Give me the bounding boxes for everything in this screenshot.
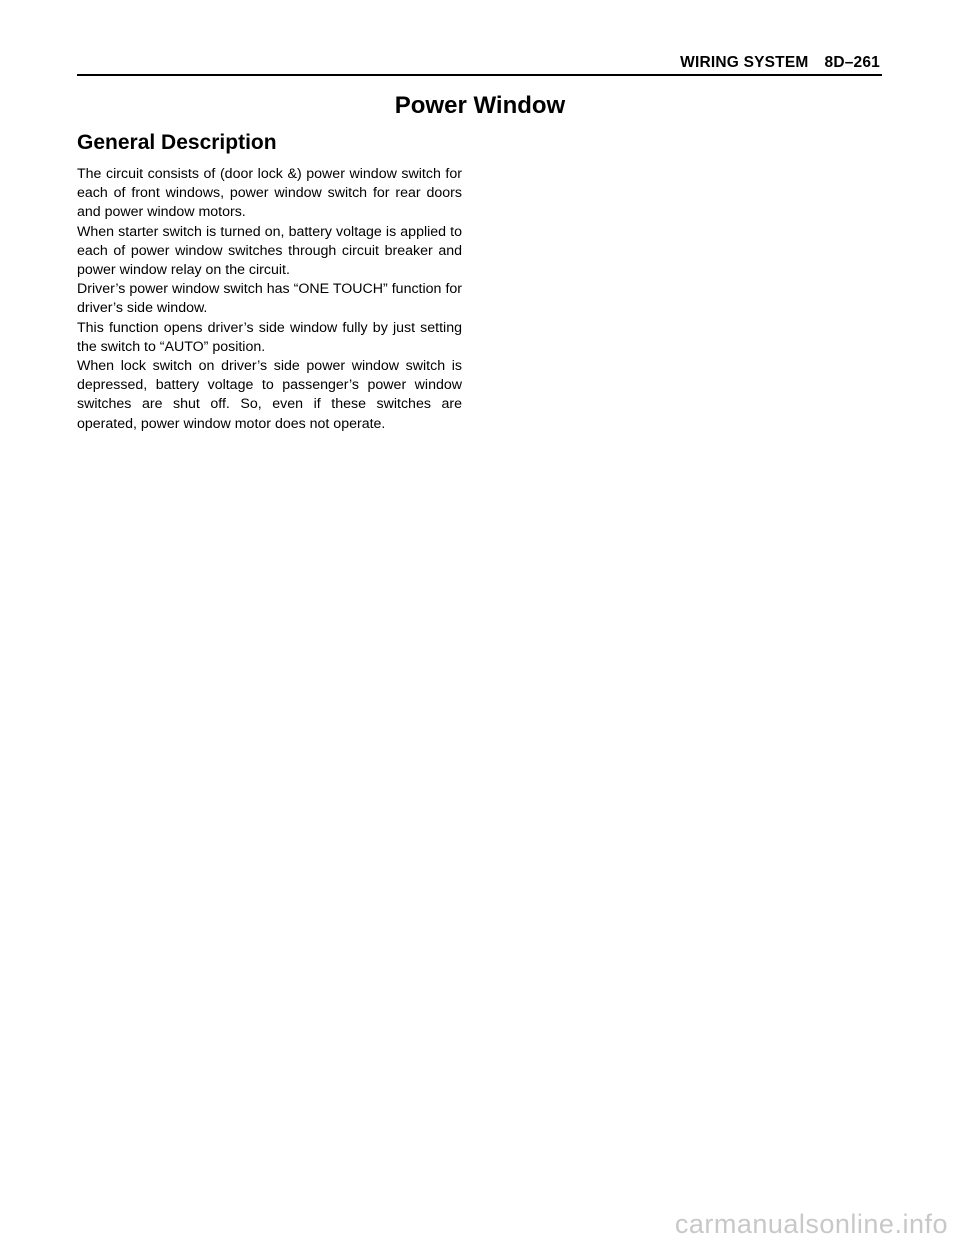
paragraph-starter-switch: When starter switch is turned on, battery voltage is applied to each of power window switches through circuit breaker and power window relay on the circuit. — [77, 223, 462, 279]
paragraph-circuit: The circuit consists of (door lock &) power window switch for each of front windows, power window switch for rear doors and power window motors. — [77, 166, 462, 221]
paragraph-auto-position: This function opens driver’s side window fully by just setting the switch to “AUTO” position. — [77, 319, 462, 355]
paragraph-one-touch: Driver’s power window switch has “ONE TOUCH” function for driver’s side window. — [77, 281, 462, 317]
header-rule — [77, 74, 882, 76]
paragraph-lock-switch: When lock switch on driver’s side power window switch is depressed, battery voltage to passenger’s power window switches are shut off. So, even if these switches are operated, power window motor does not operate. — [77, 358, 462, 432]
header-page-number: 8D–261 — [824, 54, 880, 71]
header-section-title: WIRING SYSTEM — [680, 54, 809, 71]
watermark: carmanualsonline.info — [674, 1209, 948, 1239]
description-body — [77, 165, 462, 434]
running-header — [680, 54, 880, 72]
section-heading: General Description — [77, 131, 277, 154]
page-title: Power Window — [394, 92, 566, 119]
